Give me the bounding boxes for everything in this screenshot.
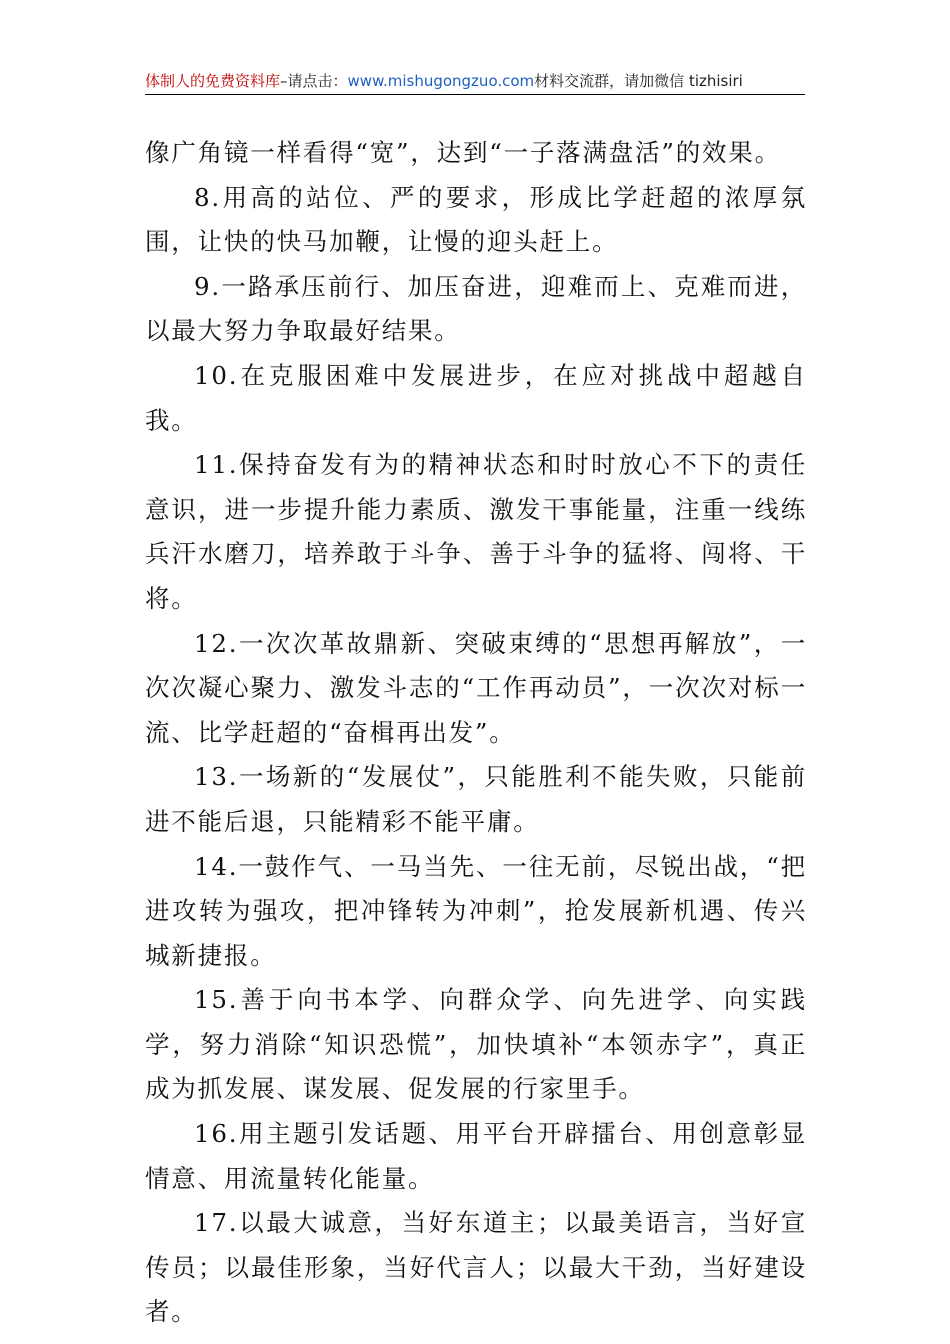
paragraph: 10.在克服困难中发展进步，在应对挑战中超越自我。 [145,360,807,435]
paragraph: 16.用主题引发话题、用平台开辟擂台、用创意彰显情意、用流量转化能量。 [145,1119,807,1193]
document-body [145,131,807,1335]
paragraph: 15.善于向书本学、向群众学、向先进学、向实践学，努力消除“知识恐慌”，加快填补“本领赤字”，真正成为抓发展、谋发展、促发展的行家里手。 [145,985,807,1104]
header-divider [145,94,805,95]
paragraph: 17.以最大诚意，当好东道主；以最美语言，当好宣传员；以最佳形象，当好代言人；以最大干劲，当好建设者。 [145,1208,807,1327]
paragraph: 11.保持奋发有为的精神状态和时时放心不下的责任意识，进一步提升能力素质、激发干事能量，注重一线练兵汗水磨刀，培养敢于斗争、善于斗争的猛将、闯将、干将。 [145,450,807,613]
paragraph: 像广角镜一样看得“宽”，达到“一子落满盘活”的效果。 [145,138,781,167]
paragraph: 9.一路承压前行、加压奋进，迎难而上、克难而进，以最大努力争取最好结果。 [145,271,807,346]
paragraph: 8.用高的站位、严的要求，形成比学赶超的浓厚氛围，让快的快马加鞭，让慢的迎头赶上。 [145,182,807,257]
paragraph: 14.一鼓作气、一马当先、一往无前，尽锐出战，“把进攻转为强攻，把冲锋转为冲刺”，抢发展新机遇、传兴城新捷报。 [145,851,807,970]
paragraph: 13.一场新的“发展仗”，只能胜利不能失败，只能前进不能后退，只能精彩不能平庸。 [145,762,807,836]
header-brand: 体制人的免费资料库 [145,72,281,90]
header-url-link[interactable]: www.mishugongzuo.com [347,72,535,90]
header-suffix: 材料交流群，请加微信 tizhisiri [534,72,743,90]
paragraph: 12.一次次革故鼎新、突破束缚的“思想再解放”，一次次凝心聚力、激发斗志的“工作再动员”，一次次对标一流、比学赶超的“奋楫再出发”。 [145,628,807,747]
header-prompt: –请点击： [280,72,348,90]
page-header [145,70,805,94]
